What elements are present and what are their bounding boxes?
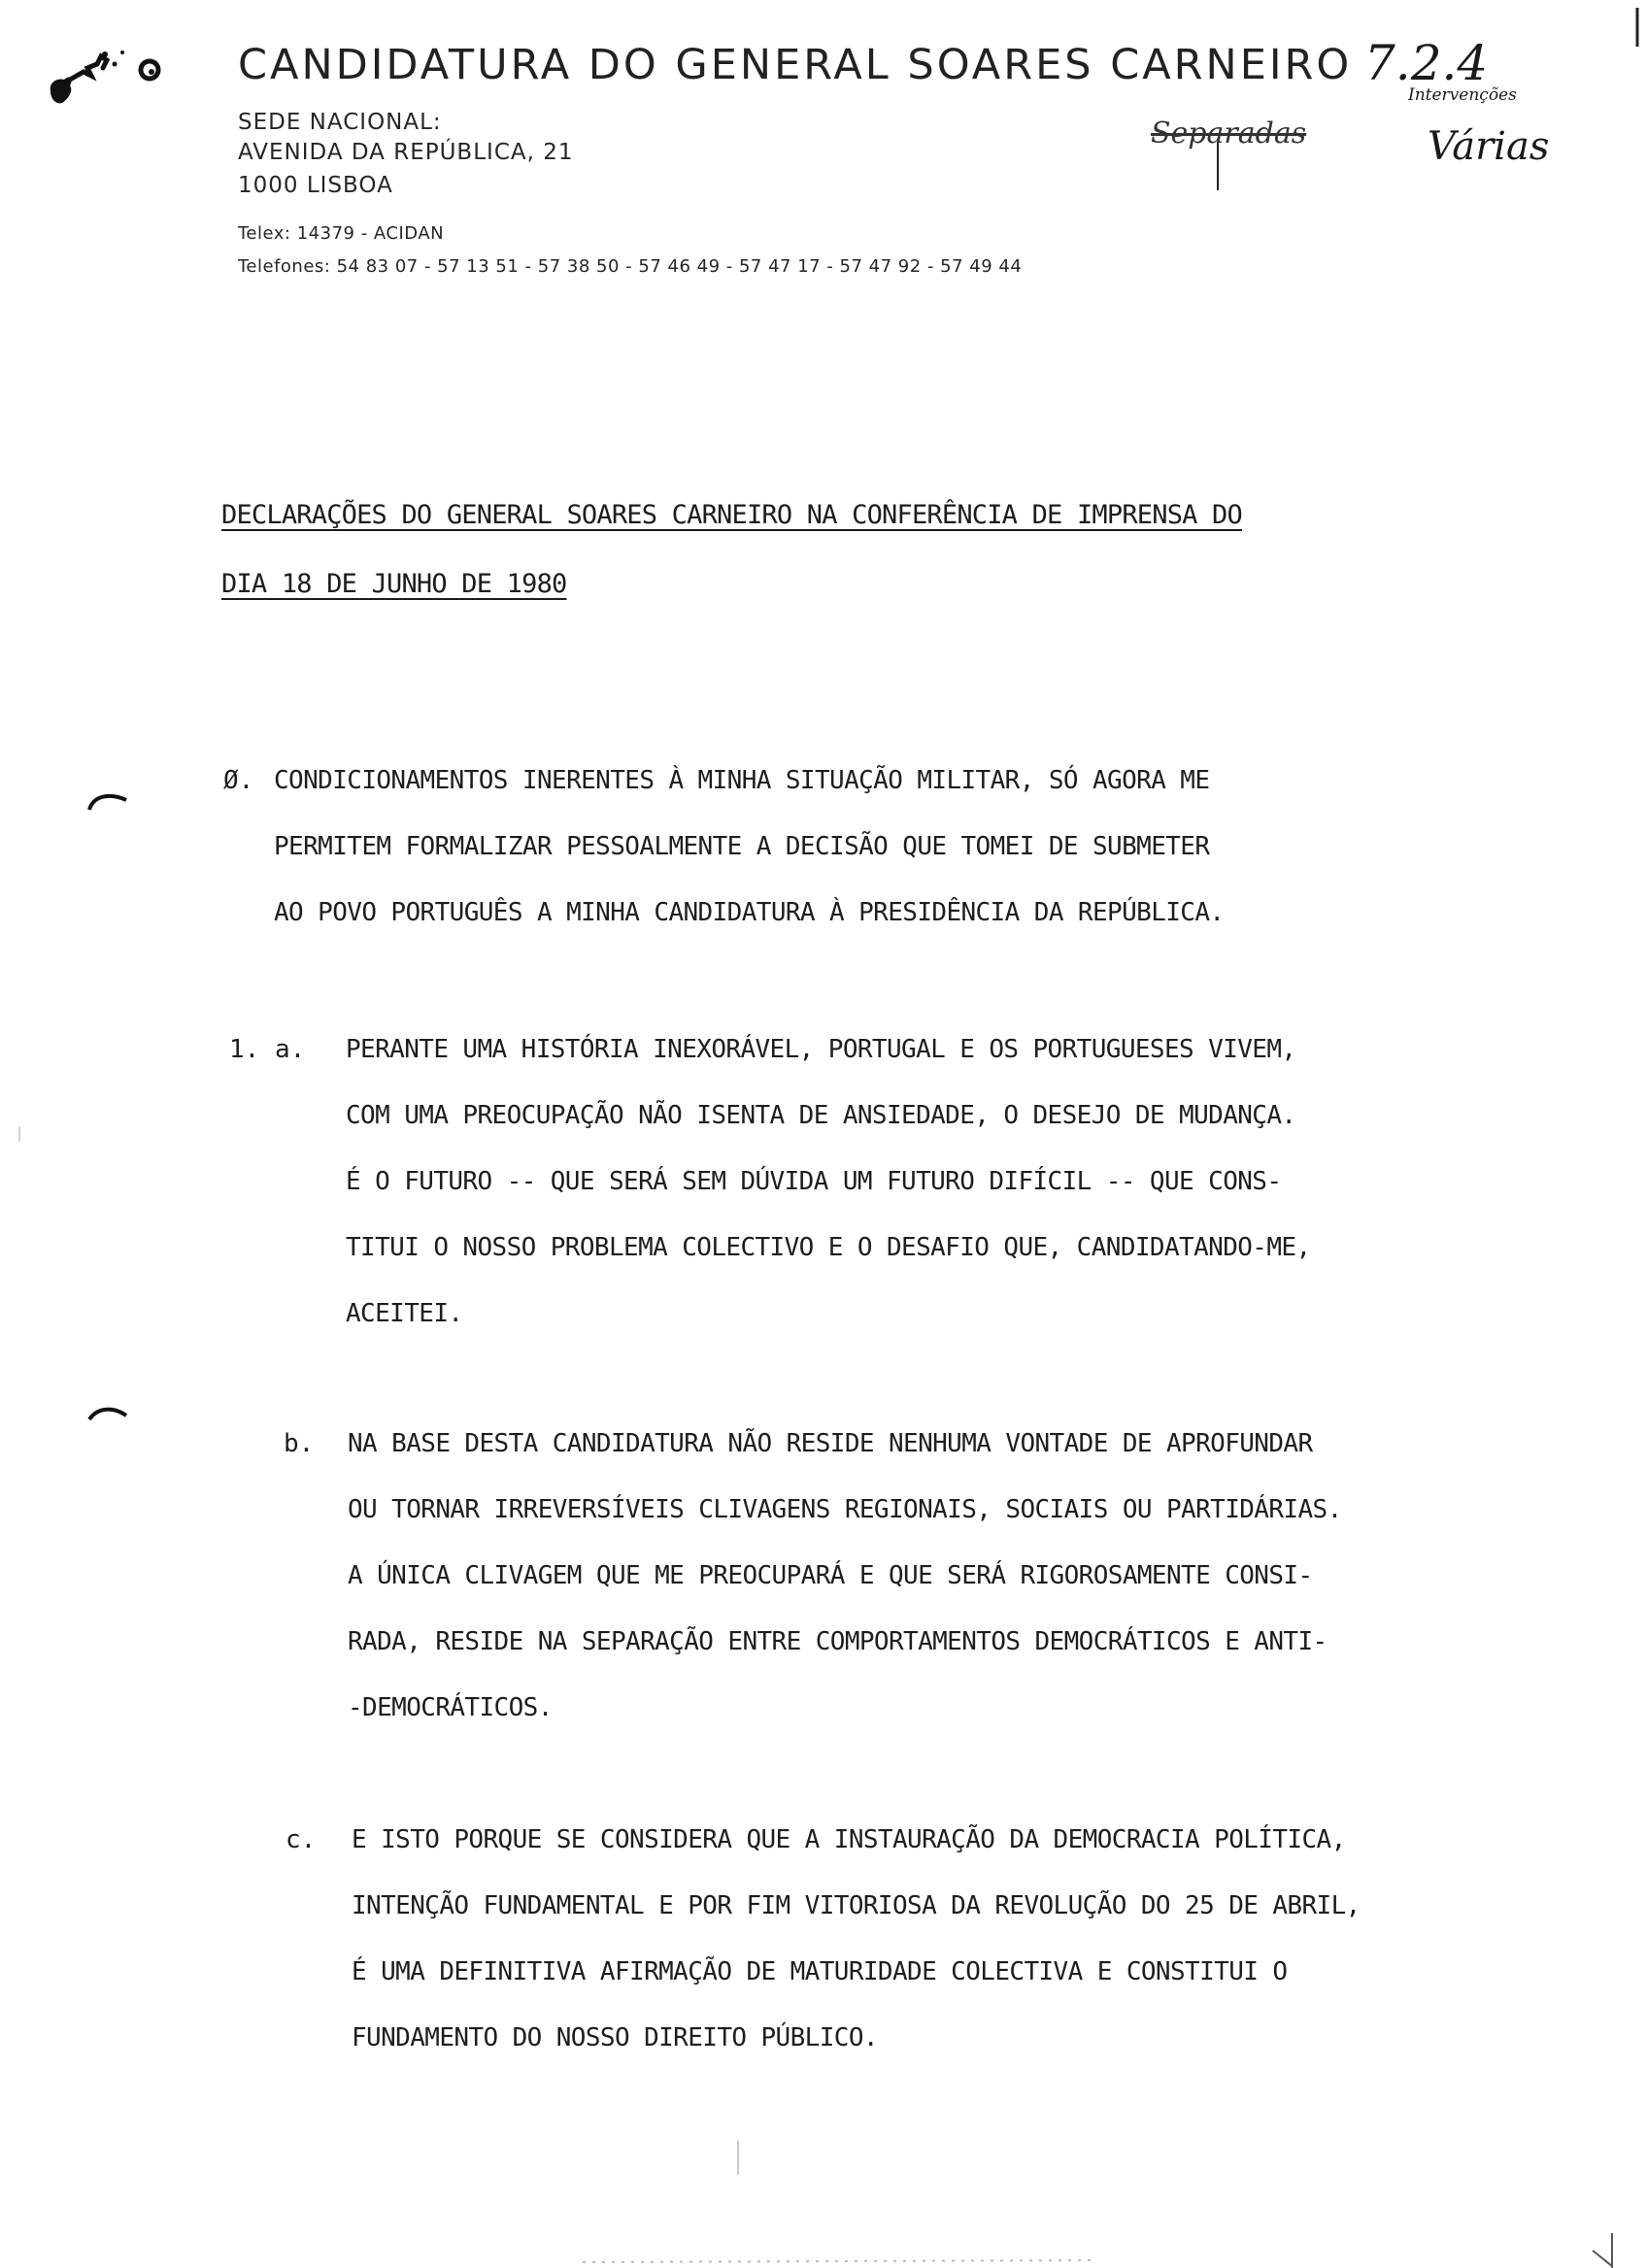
- letterhead-address: AVENIDA DA REPÚBLICA, 21: [238, 140, 574, 165]
- paragraph-marker: Ø.: [223, 766, 254, 795]
- margin-punch-mark-icon: [85, 788, 130, 812]
- handwritten-struck-word: Separadas: [1151, 117, 1307, 150]
- paragraph-line: E ISTO PORQUE SE CONSIDERA QUE A INSTAURAÇÃO DA DEMOCRACIA POLÍTICA,: [352, 1825, 1346, 1854]
- paragraph-line: OU TORNAR IRREVERSÍVEIS CLIVAGENS REGIONAIS, SOCIAIS OU PARTIDÁRIAS.: [348, 1495, 1342, 1524]
- margin-punch-mark-icon: [85, 1402, 130, 1425]
- document-heading-line-2: DIA 18 DE JUNHO DE 1980: [221, 569, 567, 599]
- handwritten-subnote: Intervenções: [1408, 85, 1517, 105]
- paragraph-line: ACEITEI.: [346, 1299, 463, 1328]
- paragraph-line: FUNDAMENTO DO NOSSO DIREITO PÚBLICO.: [352, 2023, 878, 2052]
- paragraph-line: INTENÇÃO FUNDAMENTAL E POR FIM VITORIOSA DA REVOLUÇÃO DO 25 DE ABRIL,: [352, 1891, 1361, 1920]
- handwritten-word: Várias: [1428, 124, 1550, 169]
- paragraph-line: RADA, RESIDE NA SEPARAÇÃO ENTRE COMPORTAMENTOS DEMOCRÁTICOS E ANTI-: [348, 1627, 1328, 1656]
- paragraph-marker: c.: [286, 1825, 317, 1854]
- paragraph-line: COM UMA PREOCUPAÇÃO NÃO ISENTA DE ANSIEDADE, O DESEJO DE MUDANÇA.: [346, 1101, 1296, 1130]
- paragraph-marker: b.: [284, 1429, 315, 1458]
- paragraph-marker: 1. a.: [229, 1035, 306, 1064]
- handwritten-code: 7.2.4: [1364, 35, 1489, 91]
- paragraph-line: É UMA DEFINITIVA AFIRMAÇÃO DE MATURIDADE COLECTIVA E CONSTITUI O: [352, 1957, 1288, 1986]
- paragraph-line: TITUI O NOSSO PROBLEMA COLECTIVO E O DESAFIO QUE, CANDIDATANDO-ME,: [346, 1233, 1311, 1262]
- paragraph-line: CONDICIONAMENTOS INERENTES À MINHA SITUAÇÃO MILITAR, SÓ AGORA ME: [274, 766, 1210, 795]
- paragraph-line: -DEMOCRÁTICOS.: [348, 1693, 553, 1722]
- letterhead-office: SEDE NACIONAL:: [238, 110, 442, 135]
- paragraph-line: NA BASE DESTA CANDIDATURA NÃO RESIDE NENHUMA VONTADE DE APROFUNDAR: [348, 1429, 1313, 1458]
- letterhead-city: 1000 LISBOA: [238, 173, 393, 198]
- campaign-logo-icon: [41, 35, 167, 122]
- paragraph-line: É O FUTURO -- QUE SERÁ SEM DÚVIDA UM FUTURO DIFÍCIL -- QUE CONS-: [346, 1167, 1282, 1196]
- document-heading-line-1: DECLARAÇÕES DO GENERAL SOARES CARNEIRO NA CONFERÊNCIA DE IMPRENSA DO: [221, 500, 1242, 530]
- paragraph-line: PERANTE UMA HISTÓRIA INEXORÁVEL, PORTUGAL E OS PORTUGUESES VIVEM,: [346, 1035, 1296, 1064]
- paragraph-line: PERMITEM FORMALIZAR PESSOALMENTE A DECISÃO QUE TOMEI DE SUBMETER: [274, 832, 1210, 861]
- paragraph-line: AO POVO PORTUGUÊS A MINHA CANDIDATURA À PRESIDÊNCIA DA REPÚBLICA.: [274, 898, 1225, 927]
- letterhead-phones: Telefones: 54 83 07 - 57 13 51 - 57 38 50 - 57 46 49 - 57 47 17 - 57 47 92 - 57 49 44: [238, 256, 1023, 277]
- paragraph-line: A ÚNICA CLIVAGEM QUE ME PREOCUPARÁ E QUE SERÁ RIGOROSAMENTE CONSI-: [348, 1561, 1313, 1590]
- letterhead-telex: Telex: 14379 - ACIDAN: [238, 223, 445, 244]
- letterhead-title: CANDIDATURA DO GENERAL SOARES CARNEIRO: [238, 41, 1353, 89]
